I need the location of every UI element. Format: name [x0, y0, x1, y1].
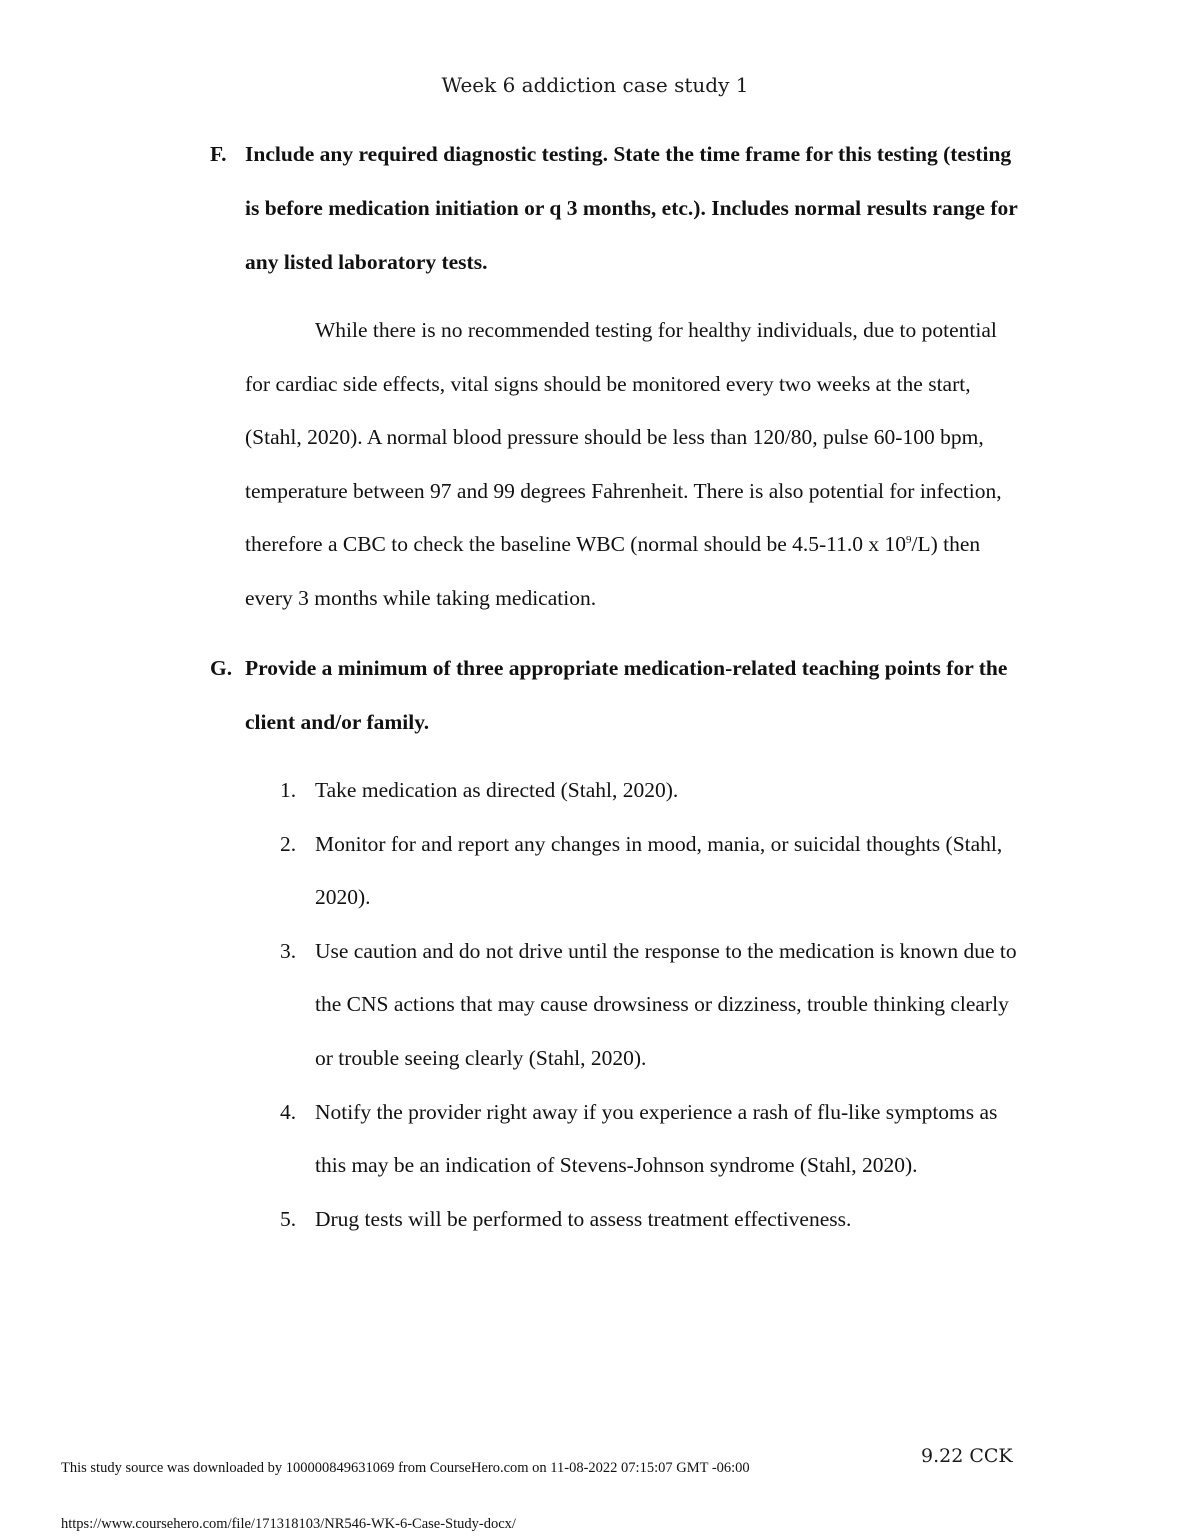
running-header: Week 6 addiction case study 1 — [441, 73, 749, 97]
section-f-letter: F. — [210, 142, 227, 166]
list-item-number: 2. — [280, 831, 297, 856]
list-item — [280, 818, 1020, 925]
list-item — [280, 925, 1020, 1086]
source-url[interactable]: https://www.coursehero.com/file/171318103/NR546-WK-6-Case-Study-docx/ — [61, 1516, 516, 1532]
list-item — [280, 1193, 1020, 1247]
section-f-answer — [245, 304, 1020, 626]
exponent-superscript: 9 — [905, 534, 912, 547]
list-item-text: Use caution and do not drive until the response to the medication is known due to the CNS actions that may cause drowsiness or dizziness, trouble thinking clearly or trouble seeing clearly (Stahl, 2020). — [315, 938, 1017, 1070]
list-item — [280, 764, 1020, 818]
list-item-text: Notify the provider right away if you experience a rash of flu-like symptoms as this may be an indication of Stevens-Johnson syndrome (Stahl, 2020). — [315, 1099, 998, 1178]
list-item-text: Drug tests will be performed to assess treatment effectiveness. — [315, 1206, 852, 1231]
section-f-question — [210, 127, 1020, 289]
section-f-answer-text: While there is no recommended testing for healthy individuals, due to potential for cardiac side effects, vital signs should be monitored every two weeks at the start, (Stahl, 2020). A normal blood pressure should be less than 120/80, pulse 60-100 bpm, temperature between 97 and 99 degrees Fahrenheit. There is also potential for infection, therefore a CBC to check the baseline WBC (normal should be 4.5-11.0 x 10 — [245, 318, 1002, 557]
list-item — [280, 1086, 1020, 1193]
list-item-number: 4. — [280, 1099, 297, 1124]
list-item-number: 5. — [280, 1206, 297, 1231]
teaching-points-list — [280, 764, 1020, 1246]
section-g-question — [210, 641, 1020, 749]
list-item-number: 3. — [280, 938, 297, 963]
list-item-number: 1. — [280, 778, 297, 802]
section-g-question-text: Provide a minimum of three appropriate medication-related teaching points for the client and/or family. — [245, 656, 1008, 734]
author-signature: 9.22 CCK — [921, 1445, 1013, 1467]
download-notice: This study source was downloaded by 100000849631069 from CourseHero.com on 11-08-2022 07:15:07 GMT -06:00 — [61, 1460, 750, 1476]
section-g-letter: G. — [210, 656, 233, 680]
section-f-answer-text-end: /L) then every 3 months while taking medication. — [245, 532, 981, 610]
list-item-text: Monitor for and report any changes in mood, mania, or suicidal thoughts (Stahl, 2020). — [315, 831, 1003, 910]
section-f-question-text: Include any required diagnostic testing. State the time frame for this testing (testing is before medication initiation or q 3 months, etc.). Includes normal results range for any listed laboratory tests. — [245, 142, 1018, 274]
list-item-text: Take medication as directed (Stahl, 2020). — [315, 778, 679, 802]
